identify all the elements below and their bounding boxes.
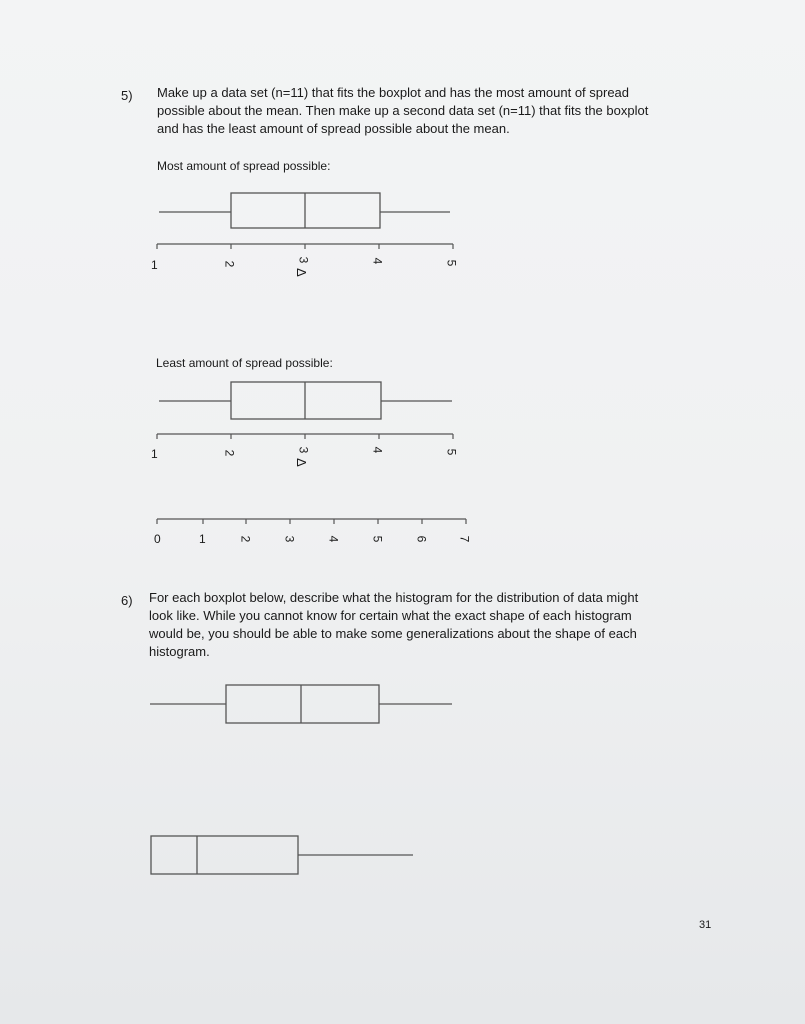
question-5-line-1: Make up a data set (n=11) that fits the boxplot and has the most amount of spread bbox=[157, 85, 630, 100]
number-line-label-2: 2 bbox=[238, 535, 253, 543]
axis-least-spread bbox=[157, 434, 453, 439]
axis-most-spread bbox=[157, 244, 453, 249]
question-6-line-3: would be, you should be able to make some generalizations about the shape of each bbox=[149, 626, 637, 641]
boxplot-least-spread bbox=[159, 382, 452, 419]
boxplot-q6-first-box bbox=[226, 685, 379, 723]
axis-least-label-4: 4 bbox=[370, 446, 385, 454]
question-6-line-2: look like. While you cannot know for certain what the exact shape of each histogram bbox=[149, 608, 632, 623]
number-line-label-0: 0 bbox=[154, 532, 161, 546]
mean-marker-least: Δ bbox=[293, 458, 309, 467]
axis-most-label-5: 5 bbox=[444, 259, 459, 267]
number-line-label-6: 6 bbox=[414, 535, 429, 543]
question-6-line-1: For each boxplot below, describe what the histogram for the distribution of data might bbox=[149, 590, 639, 605]
number-line-0-7 bbox=[157, 519, 466, 524]
number-line-label-3: 3 bbox=[282, 535, 297, 543]
least-spread-label: Least amount of spread possible: bbox=[156, 356, 333, 370]
axis-least-label-1: 1 bbox=[151, 447, 158, 461]
question-6-line-4: histogram. bbox=[149, 644, 210, 659]
number-line-label-7: 7 bbox=[457, 535, 472, 543]
question-5-number: 5) bbox=[121, 88, 133, 103]
axis-least-label-5: 5 bbox=[444, 448, 459, 456]
question-6-text bbox=[149, 589, 638, 661]
boxplot-q6-first bbox=[150, 685, 452, 723]
number-line-label-1: 1 bbox=[199, 532, 206, 546]
axis-least-label-2: 2 bbox=[222, 449, 237, 457]
page-number: 31 bbox=[699, 919, 712, 931]
question-5-line-3: and has the least amount of spread possible about the mean. bbox=[157, 121, 510, 136]
boxplot-least-box bbox=[231, 382, 381, 419]
axis-least-label-3: 3 bbox=[296, 446, 311, 454]
question-5-line-2: possible about the mean. Then make up a second data set (n=11) that fits the boxplot bbox=[157, 103, 649, 118]
axis-most-label-2: 2 bbox=[222, 260, 237, 268]
question-6-number: 6) bbox=[121, 593, 133, 608]
boxplot-q6-second-box bbox=[151, 836, 298, 874]
axis-most-label-1: 1 bbox=[151, 258, 158, 272]
axis-most-label-3: 3 bbox=[296, 256, 311, 264]
mean-marker-most: Δ bbox=[293, 268, 309, 277]
number-line-label-5: 5 bbox=[370, 535, 385, 543]
boxplot-most-spread bbox=[159, 193, 450, 228]
boxplot-q6-second bbox=[151, 836, 413, 874]
most-spread-label: Most amount of spread possible: bbox=[157, 159, 331, 173]
number-line-label-4: 4 bbox=[326, 535, 341, 543]
axis-most-label-4: 4 bbox=[370, 257, 385, 265]
